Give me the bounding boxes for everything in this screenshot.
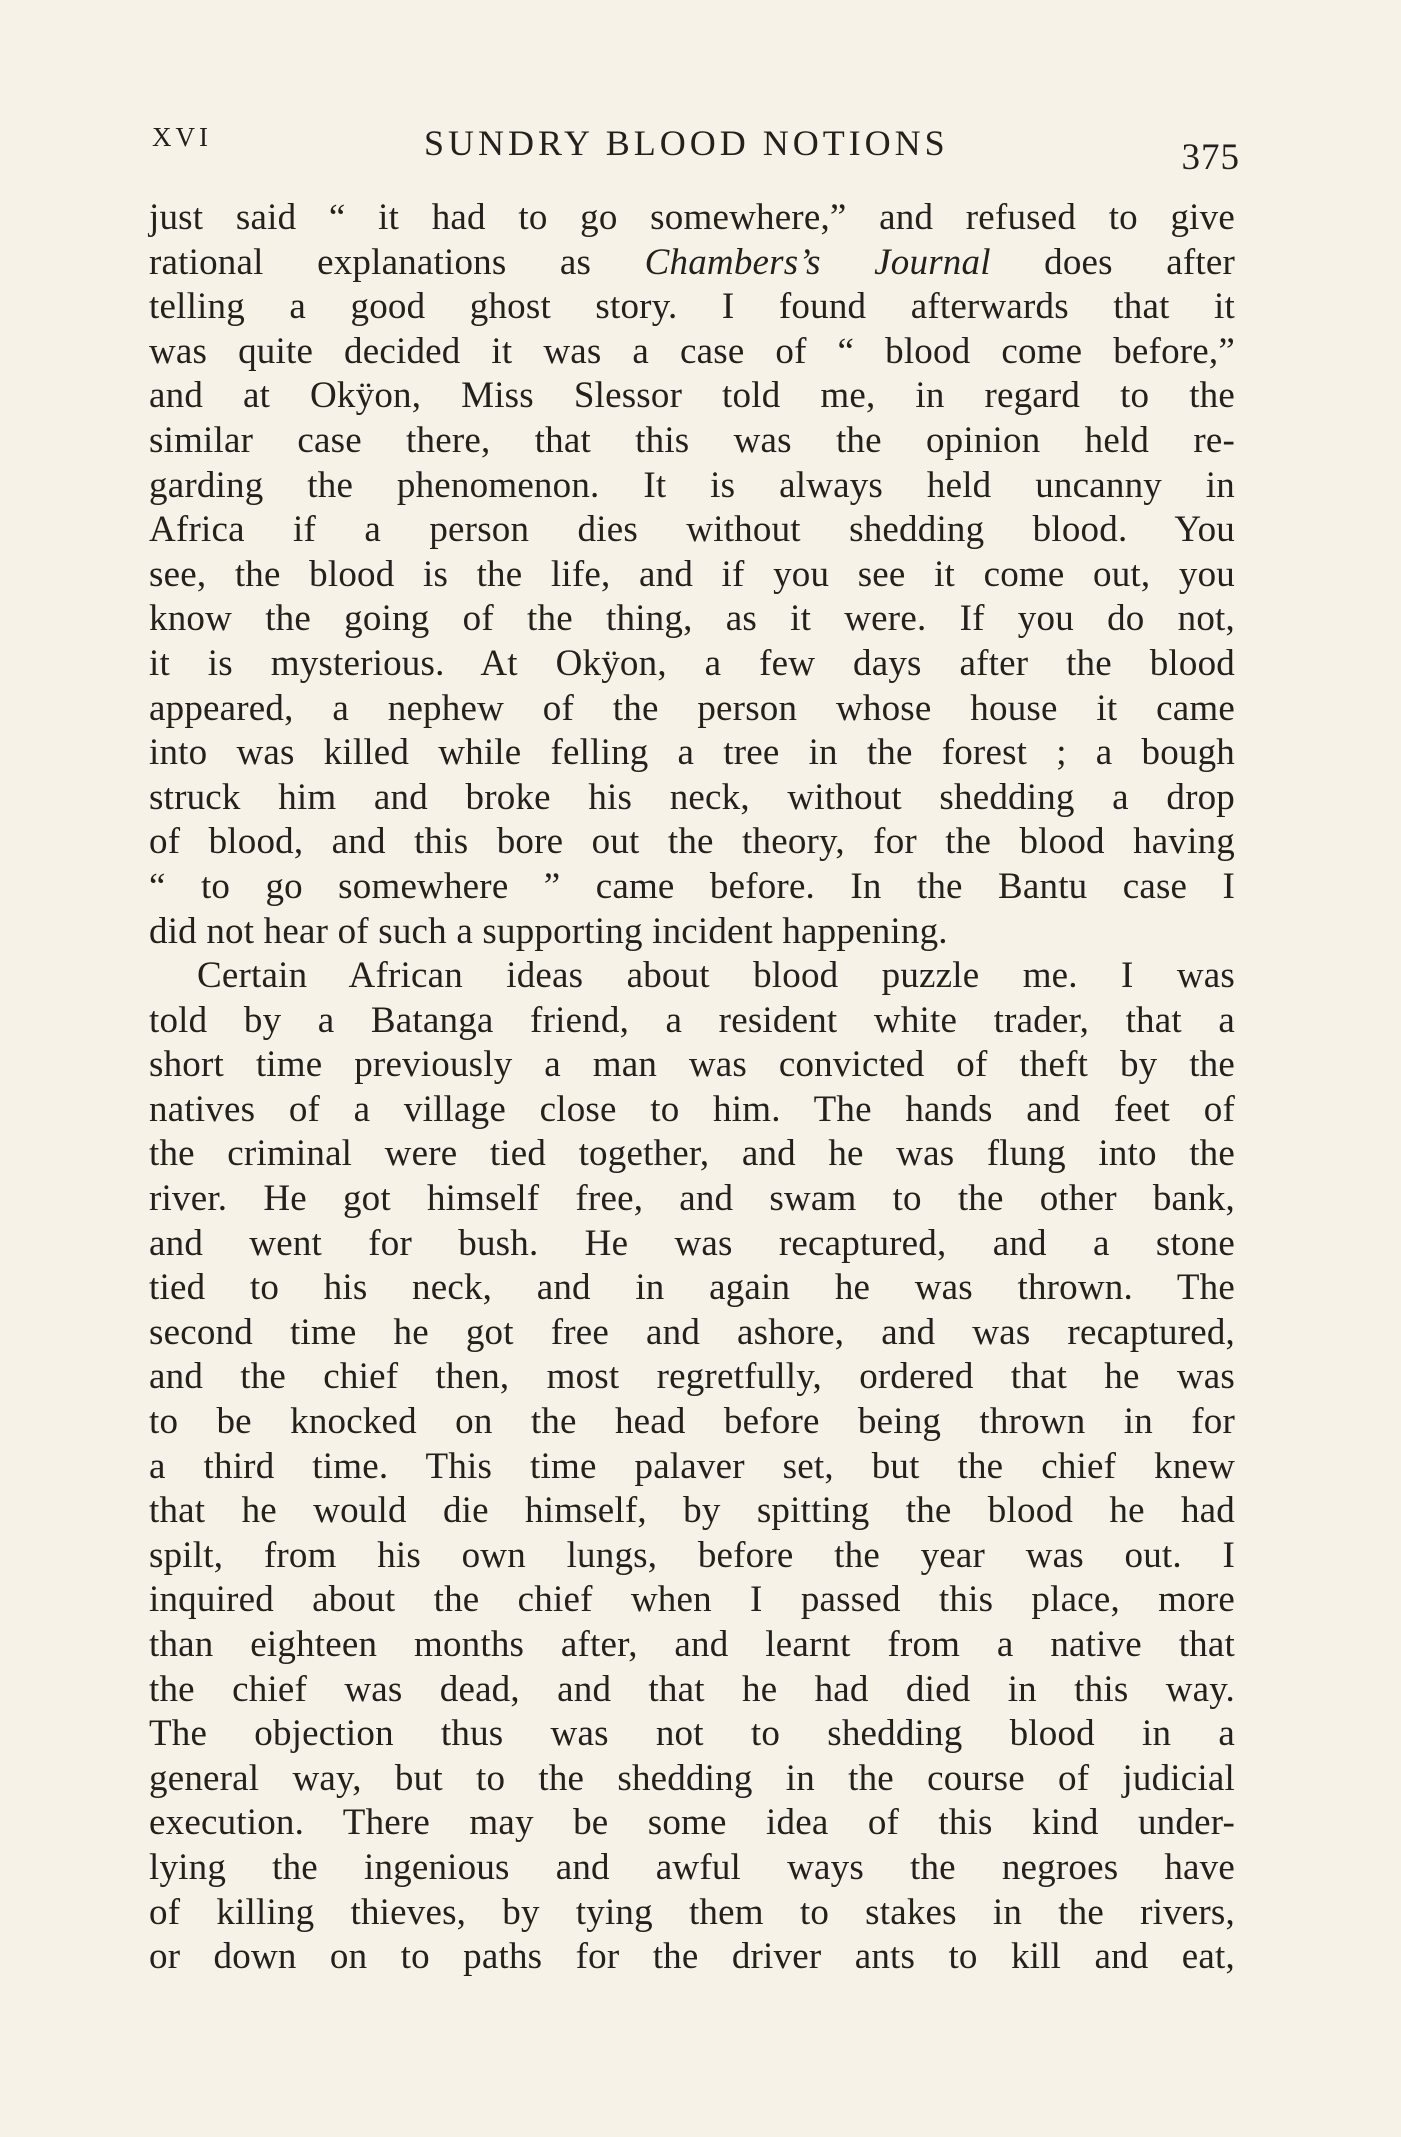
text-line bbox=[149, 241, 1235, 286]
text-line: into was killed while felling a tree in the forest ; a bough bbox=[149, 732, 1235, 774]
text-line: natives of a village close to him. The hands and feet of bbox=[149, 1088, 1235, 1130]
text-line: the criminal were tied together, and he was flung into the bbox=[149, 1133, 1235, 1175]
text-line: second time he got free and ashore, and was recaptured, bbox=[149, 1311, 1235, 1353]
text-line: “ to go somewhere ” came before. In the Bantu case I bbox=[149, 865, 1235, 907]
text-fragment: does after bbox=[1044, 241, 1236, 283]
paragraph-end-line: did not hear of such a supporting incident happening. bbox=[149, 910, 948, 952]
text-line: that he would die himself, by spitting the blood he had bbox=[149, 1490, 1235, 1532]
text-line: river. He got himself free, and swam to the other bank, bbox=[149, 1178, 1235, 1220]
text-line: short time previously a man was convicted of theft by the bbox=[149, 1044, 1235, 1086]
text-line: the chief was dead, and that he had died in this way. bbox=[149, 1668, 1235, 1710]
text-line: lying the ingenious and awful ways the negroes have bbox=[149, 1846, 1235, 1888]
text-line: struck him and broke his neck, without shedding a drop bbox=[149, 776, 1235, 818]
running-head bbox=[152, 122, 1240, 178]
journal-title: Chambers’s Journal bbox=[644, 241, 991, 283]
text-line: of killing thieves, by tying them to stakes in the rivers, bbox=[149, 1891, 1235, 1933]
text-line: was quite decided it was a case of “ blood come before,” bbox=[149, 330, 1235, 372]
text-line: appeared, a nephew of the person whose house it came bbox=[149, 687, 1235, 729]
text-line: general way, but to the shedding in the course of judicial bbox=[149, 1757, 1235, 1799]
text-line: it is mysterious. At Okÿon, a few days after the blood bbox=[149, 642, 1235, 684]
text-line: told by a Batanga friend, a resident white trader, that a bbox=[149, 999, 1235, 1041]
text-line: and went for bush. He was recaptured, and a stone bbox=[149, 1222, 1235, 1264]
paragraph-start-line: Certain African ideas about blood puzzle me. I was bbox=[197, 955, 1235, 997]
text-line: see, the blood is the life, and if you see it come out, you bbox=[149, 553, 1235, 595]
text-line: of blood, and this bore out the theory, for the blood having bbox=[149, 821, 1235, 863]
text-line: or down on to paths for the driver ants to kill and eat, bbox=[149, 1936, 1235, 1978]
text-line: The objection thus was not to shedding blood in a bbox=[149, 1713, 1235, 1755]
body-text bbox=[149, 196, 1235, 1980]
chapter-number: XVI bbox=[152, 122, 212, 152]
text-line: inquired about the chief when I passed this place, more bbox=[149, 1579, 1235, 1621]
text-line: spilt, from his own lungs, before the year was out. I bbox=[149, 1534, 1235, 1576]
text-line: Africa if a person dies without shedding blood. You bbox=[149, 509, 1235, 551]
text-line: a third time. This time palaver set, but the chief knew bbox=[149, 1445, 1235, 1487]
text-line: know the going of the thing, as it were. If you do not, bbox=[149, 598, 1235, 640]
text-line: similar case there, that this was the opinion held re- bbox=[149, 419, 1235, 461]
text-line: and the chief then, most regretfully, ordered that he was bbox=[149, 1356, 1235, 1398]
text-line: just said “ it had to go somewhere,” and refused to give bbox=[149, 197, 1235, 238]
page-number: 375 bbox=[1181, 137, 1240, 178]
text-line: than eighteen months after, and learnt from a native that bbox=[149, 1624, 1235, 1665]
text-line: execution. There may be some idea of this kind under- bbox=[149, 1802, 1235, 1844]
text-line: telling a good ghost story. I found afterwards that it bbox=[149, 286, 1235, 328]
text-line: to be knocked on the head before being thrown in for bbox=[149, 1401, 1235, 1443]
text-line: and at Okÿon, Miss Slessor told me, in regard to the bbox=[149, 375, 1235, 417]
text-fragment: rational explanations as bbox=[149, 241, 592, 283]
running-title: SUNDRY BLOOD NOTIONS bbox=[424, 123, 949, 163]
text-line: garding the phenomenon. It is always held uncanny in bbox=[149, 464, 1235, 506]
text-line: tied to his neck, and in again he was thrown. The bbox=[149, 1267, 1235, 1309]
